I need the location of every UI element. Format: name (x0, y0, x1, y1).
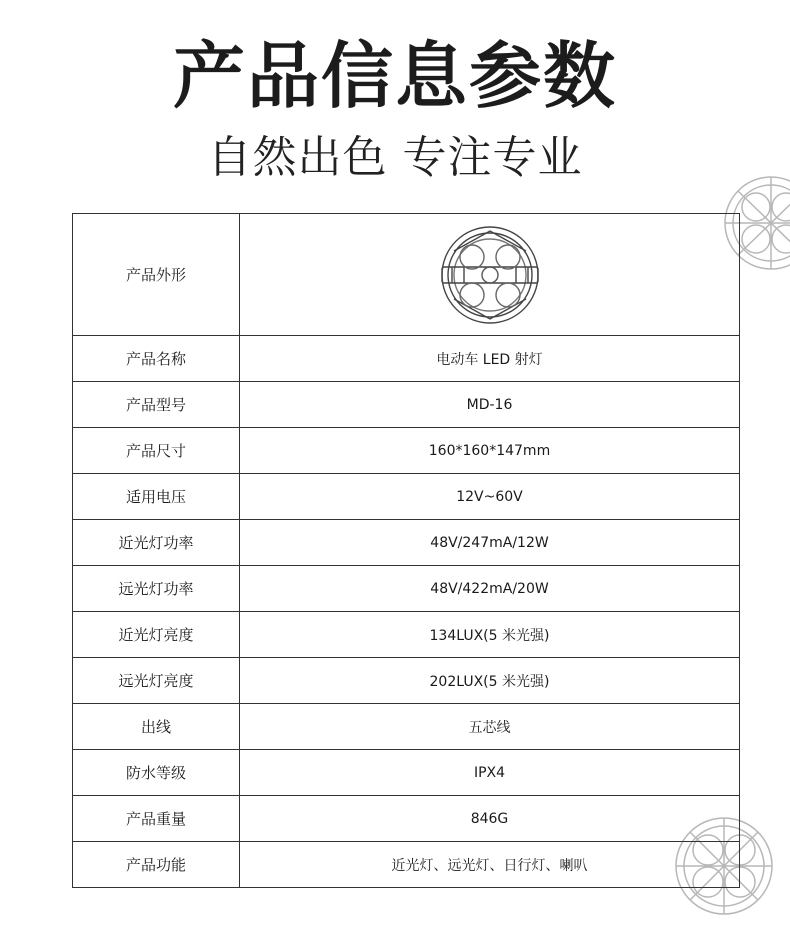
spec-value: 48V/422mA/20W (240, 566, 740, 612)
spec-value: 电动车 LED 射灯 (240, 336, 740, 382)
spec-label: 出线 (73, 704, 240, 750)
table-row (73, 474, 740, 520)
spec-label: 产品重量 (73, 796, 240, 842)
led-spotlight-product-icon (434, 223, 546, 327)
table-row (73, 336, 740, 382)
spec-value: 五芯线 (240, 704, 740, 750)
spec-label: 远光灯功率 (73, 566, 240, 612)
spec-value: 846G (240, 796, 740, 842)
spec-label: 近光灯功率 (73, 520, 240, 566)
spec-value: MD-16 (240, 382, 740, 428)
table-row (73, 612, 740, 658)
product-spec-table (72, 213, 740, 888)
spec-value: IPX4 (240, 750, 740, 796)
spec-value: 134LUX(5 米光强) (240, 612, 740, 658)
spec-value: 近光灯、远光灯、日行灯、喇叭 (240, 842, 740, 888)
page-subtitle: 自然出色 专注专业 (207, 132, 583, 183)
spec-value: 48V/247mA/12W (240, 520, 740, 566)
spec-label: 产品型号 (73, 382, 240, 428)
spec-label: 产品功能 (73, 842, 240, 888)
table-row (73, 658, 740, 704)
spec-value: 202LUX(5 米光强) (240, 658, 740, 704)
spec-label: 产品外形 (73, 214, 240, 336)
product-image-cell (240, 214, 740, 336)
table-row (73, 428, 740, 474)
table-row (73, 214, 740, 336)
spec-label: 产品名称 (73, 336, 240, 382)
spec-label: 近光灯亮度 (73, 612, 240, 658)
table-row (73, 842, 740, 888)
table-row (73, 520, 740, 566)
page-title: 产品信息参数 (172, 34, 617, 118)
spec-value: 12V~60V (240, 474, 740, 520)
spec-label: 防水等级 (73, 750, 240, 796)
spec-label: 适用电压 (73, 474, 240, 520)
table-row (73, 796, 740, 842)
spec-label: 远光灯亮度 (73, 658, 240, 704)
table-row (73, 750, 740, 796)
spec-value: 160*160*147mm (240, 428, 740, 474)
spec-label: 产品尺寸 (73, 428, 240, 474)
table-row (73, 382, 740, 428)
table-row (73, 704, 740, 750)
table-row (73, 566, 740, 612)
